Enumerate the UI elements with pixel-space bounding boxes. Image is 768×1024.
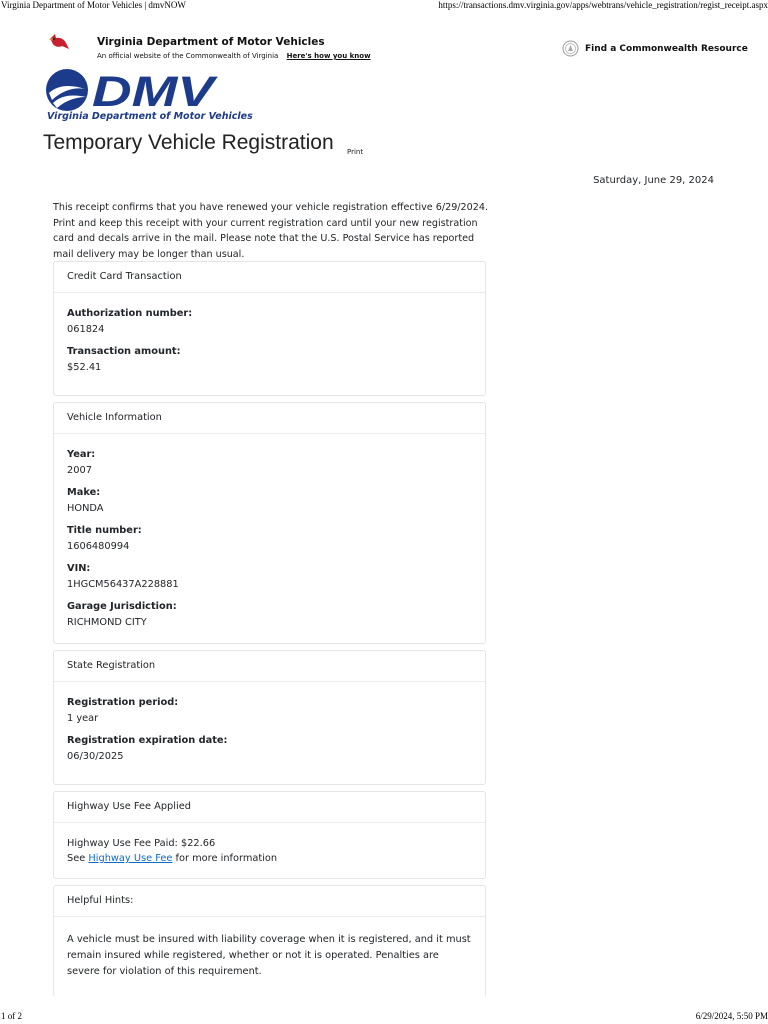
highway-use-fee-info xyxy=(67,851,472,866)
see-prefix: See xyxy=(67,853,89,864)
print-footer xyxy=(0,1010,768,1024)
agency-name: Virginia Department of Motor Vehicles xyxy=(97,36,325,48)
logo-subtitle: Virginia Department of Motor Vehicles xyxy=(47,111,253,122)
highway-use-fee-header: Highway Use Fee Applied xyxy=(54,792,485,823)
highway-use-fee-link[interactable]: Highway Use Fee xyxy=(88,853,173,864)
field-value: RICHMOND CITY xyxy=(67,617,147,628)
find-commonwealth-resource-link[interactable] xyxy=(562,40,748,57)
title-number-field xyxy=(67,524,472,554)
vehicle-year-field xyxy=(67,448,472,478)
helpful-hints-header: Helpful Hints: xyxy=(54,886,485,917)
field-label: Garage Jurisdiction: xyxy=(67,601,177,612)
print-header xyxy=(0,0,768,12)
receipt-intro: This receipt confirms that you have renewed your vehicle registration effective 6/29/2024. Print and keep this receipt with your current registration card until your new registration card and decals arrive in the mail. Please note that the U.S. Postal Service has reported mail delivery may be longer than usual. xyxy=(53,202,489,260)
helpful-hints-text: A vehicle must be insured with liability coverage when it is registered, and it must remain insured while registered, whether or not it is operated. Penalties are severe for violation of this requirement. xyxy=(67,934,471,977)
receipt-date: Saturday, June 29, 2024 xyxy=(593,175,714,186)
field-label: Title number: xyxy=(67,525,142,536)
credit-card-transaction-header: Credit Card Transaction xyxy=(54,262,485,293)
field-label: Registration period: xyxy=(67,697,179,708)
field-value: 1 year xyxy=(67,713,99,724)
credit-card-transaction-card xyxy=(53,261,486,396)
field-label: Transaction amount: xyxy=(67,346,181,357)
transaction-amount-field xyxy=(67,345,472,375)
field-value: HONDA xyxy=(67,503,104,514)
field-value: 1606480994 xyxy=(67,541,130,552)
helpful-hints-card xyxy=(53,885,486,997)
print-url: https://transactions.dmv.virginia.gov/apps/webtrans/vehicle_registration/regist_receipt.aspx xyxy=(438,0,768,10)
print-page-title: Virginia Department of Motor Vehicles | dmvNOW xyxy=(1,0,186,10)
state-registration-header: State Registration xyxy=(54,651,485,682)
field-label: Authorization number: xyxy=(67,308,193,319)
see-suffix: for more information xyxy=(172,853,278,864)
official-site-notice xyxy=(97,52,371,60)
highway-use-fee-card xyxy=(53,791,486,879)
state-registration-card xyxy=(53,650,486,785)
heres-how-you-know-link[interactable]: Here's how you know xyxy=(286,52,371,60)
registration-period-field xyxy=(67,696,472,726)
vin-field xyxy=(67,562,472,592)
field-value: 061824 xyxy=(67,324,105,335)
field-value: 06/30/2025 xyxy=(67,751,124,762)
print-page-number: 1 of 2 xyxy=(1,1011,22,1021)
commonwealth-seal-icon xyxy=(562,40,579,57)
field-label: Year: xyxy=(67,449,96,460)
field-label: Make: xyxy=(67,487,101,498)
cardinal-icon xyxy=(47,33,69,51)
field-value: 1HGCM56437A228881 xyxy=(67,579,179,590)
field-value: $52.41 xyxy=(67,362,102,373)
dmv-wordmark: DMV xyxy=(92,68,219,116)
garage-jurisdiction-field xyxy=(67,600,472,630)
official-site-text: An official website of the Commonwealth of Virginia xyxy=(97,52,279,60)
field-value: 2007 xyxy=(67,465,92,476)
highway-use-fee-paid: Highway Use Fee Paid: $22.66 xyxy=(67,838,216,849)
vehicle-information-header: Vehicle Information xyxy=(54,403,485,434)
field-label: Registration expiration date: xyxy=(67,735,228,746)
find-resource-label: Find a Commonwealth Resource xyxy=(585,43,748,54)
registration-expiration-field xyxy=(67,734,472,764)
dmv-logo xyxy=(45,68,220,116)
print-link[interactable]: Print xyxy=(347,148,364,156)
vehicle-make-field xyxy=(67,486,472,516)
print-timestamp: 6/29/2024, 5:50 PM xyxy=(695,1011,768,1021)
field-label: VIN: xyxy=(67,563,91,574)
authorization-number-field xyxy=(67,307,472,337)
page-title: Temporary Vehicle Registration xyxy=(43,131,334,154)
vehicle-information-card xyxy=(53,402,486,644)
